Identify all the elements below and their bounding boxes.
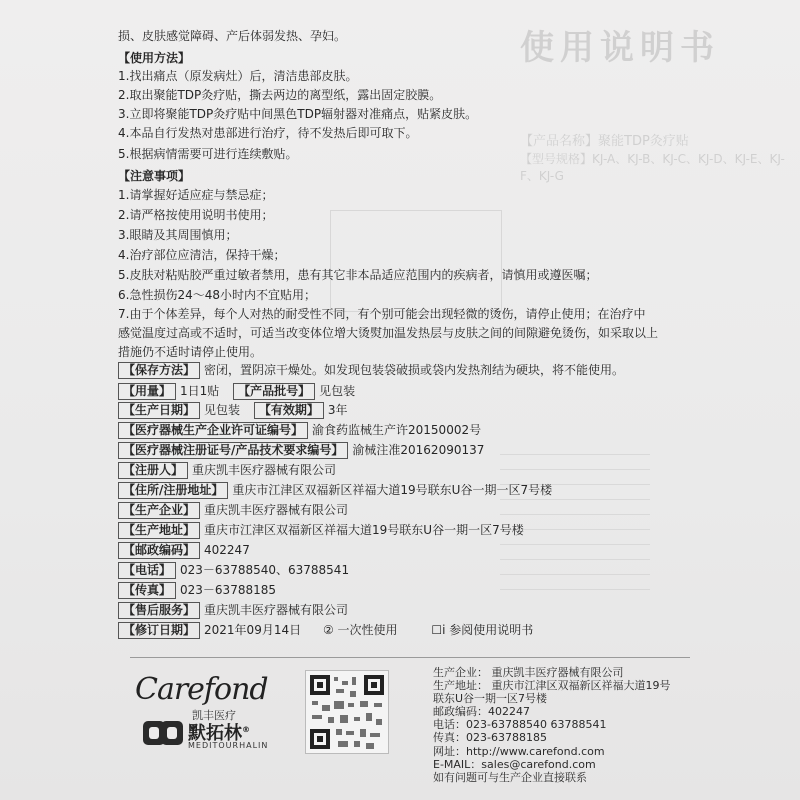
prod-date-value: 见包装 [204, 403, 241, 417]
batch-value: 见包装 [319, 384, 356, 398]
notes-item: 6.急性损伤24～48小时内不宜贴用； [118, 288, 316, 302]
notes-item: 1.请掌握好适应症与禁忌症； [118, 188, 274, 202]
website-link[interactable]: 网址：http://www.carefond.com [433, 745, 605, 758]
carefond-logo-cn: 凯丰医疗 [192, 709, 236, 722]
bleed-through-line: 【型号规格】KJ-A、KJ-B、KJ-C、KJ-D、KJ-E、KJ-F、KJ-G [520, 152, 785, 183]
notes-item: 感觉温度过高或不适时，可适当改变体位增大烫熨加温发热层与皮肤之间的间隙避免烫伤，如采取以上 [118, 326, 659, 340]
service-row [118, 602, 348, 619]
storage-label: 【保存方法】 [118, 362, 200, 379]
address-value: 重庆市江津区双福新区祥福大道19号联东U谷一期一区7号楼 [232, 483, 553, 497]
postcode-label: 【邮政编码】 [118, 542, 200, 559]
license-value: 渝食药监械生产许20150002号 [312, 423, 482, 437]
service-label: 【售后服务】 [118, 602, 200, 619]
meditourhalin-logo-icon [142, 718, 184, 748]
email-link[interactable]: E-MAIL：sales@carefond.com [433, 758, 596, 771]
bleed-through-title: 使用说明书 [520, 28, 720, 68]
registration-label: 【医疗器械注册证号/产品技术要求编号】 [118, 442, 348, 459]
phone-label: 【电话】 [118, 562, 176, 579]
bleed-through-line: 【产品名称】聚能TDP灸疗贴 [520, 134, 689, 149]
prod-address-row [118, 522, 524, 539]
dosage-value: 1日1贴 [180, 384, 220, 398]
footer-line: 生产企业： 重庆凯丰医疗器械有限公司 [433, 666, 624, 679]
notes-item: 3.眼睛及其周围慎用； [118, 228, 238, 242]
notes-item: 2.请严格按使用说明书使用； [118, 208, 274, 222]
validity-label: 【有效期】 [254, 402, 324, 419]
brand-name-cn: 默拓林® [188, 723, 250, 744]
registrant-row [118, 462, 336, 479]
footer-line: 电话：023-63788540 63788541 [433, 718, 607, 731]
maker-value: 重庆凯丰医疗器械有限公司 [204, 503, 349, 517]
bleed-through-table [500, 440, 650, 590]
address-label: 【住所/注册地址】 [118, 482, 228, 499]
maker-row [118, 502, 348, 519]
postcode-row [118, 542, 250, 559]
license-row [118, 422, 481, 439]
footer-line: 联东U谷一期一区7号楼 [433, 692, 548, 705]
notes-heading: 【注意事项】 [118, 169, 191, 183]
footer-line: 如有问题可与生产企业直接联系 [433, 771, 587, 784]
bleed-through-diagram [330, 210, 502, 312]
storage-row [118, 362, 624, 379]
manual-icon: ☐i [431, 623, 446, 637]
registration-value: 渝械注准20162090137 [352, 443, 485, 457]
usage-heading: 【使用方法】 [118, 51, 191, 65]
manual-text: 参阅使用说明书 [449, 623, 534, 637]
address-row [118, 482, 552, 499]
usage-step: 5.根据病情需要可进行连续敷贴。 [118, 147, 298, 161]
batch-label: 【产品批号】 [233, 383, 315, 400]
dosage-row [118, 383, 365, 400]
revision-row [118, 622, 533, 639]
registration-row [118, 442, 484, 459]
registrant-value: 重庆凯丰医疗器械有限公司 [192, 463, 337, 477]
notes-item: 7.由于个体差异，每个人对热的耐受性不同，有个别可能会出现轻微的烫伤，请停止使用；在治疗中 [118, 307, 646, 321]
validity-value: 3年 [327, 403, 348, 417]
brand-name-en: MEDITOURHALIN [188, 741, 269, 750]
prod-date-label: 【生产日期】 [118, 402, 200, 419]
notes-item: 4.治疗部位应清洁，保持干燥； [118, 248, 286, 262]
footer-line: 生产地址： 重庆市江津区双福新区祥福大道19号 [433, 679, 671, 692]
footer-line: 传真：023-63788185 [433, 731, 547, 744]
usage-step: 2.取出聚能TDP灸疗贴，撕去两边的离型纸，露出固定胶膜。 [118, 88, 442, 102]
usage-step: 1.找出痛点（原发病灶）后，清洁患部皮肤。 [118, 69, 358, 83]
prod-address-value: 重庆市江津区双福新区祥福大道19号联东U谷一期一区7号楼 [204, 523, 524, 537]
storage-value: 密闭，置阴凉干燥处。如发现包装袋破损或袋内发热剂结为硬块，将不能使用。 [204, 363, 625, 377]
maker-label: 【生产企业】 [118, 502, 200, 519]
carefond-logo: Carefond [135, 672, 268, 707]
usage-step: 4.本品自行发热对患部进行治疗，待不发热后即可取下。 [118, 126, 418, 140]
date-row [118, 402, 358, 419]
prod-address-label: 【生产地址】 [118, 522, 200, 539]
fax-value: 023－63788185 [180, 583, 276, 597]
footer-line: 邮政编码：402247 [433, 705, 530, 718]
divider [130, 657, 690, 658]
revision-label: 【修订日期】 [118, 622, 200, 639]
service-value: 重庆凯丰医疗器械有限公司 [204, 603, 349, 617]
revision-value: 2021年09月14日 [204, 623, 302, 637]
notes-item: 措施仍不适时请停止使用。 [118, 345, 263, 359]
single-use-icon: ② [322, 623, 334, 637]
phone-row [118, 562, 349, 579]
phone-value: 023－63788540、63788541 [180, 563, 350, 577]
fax-label: 【传真】 [118, 582, 176, 599]
single-use-text: 一次性使用 [337, 623, 398, 637]
postcode-value: 402247 [204, 543, 250, 557]
usage-step: 3.立即将聚能TDP灸疗贴中间黑色TDP辐射器对准痛点，贴紧皮肤。 [118, 107, 478, 121]
fax-row [118, 582, 276, 599]
intro-line: 损、皮肤感觉障碍、产后体弱发热、孕妇。 [118, 29, 347, 43]
notes-item: 5.皮肤对粘贴胶严重过敏者禁用，患有其它非本品适应范围内的疾病者，请慎用或遵医嘱； [118, 268, 598, 282]
registrant-label: 【注册人】 [118, 462, 188, 479]
license-label: 【医疗器械生产企业许可证编号】 [118, 422, 308, 439]
qr-code [305, 670, 389, 754]
dosage-label: 【用量】 [118, 383, 176, 400]
